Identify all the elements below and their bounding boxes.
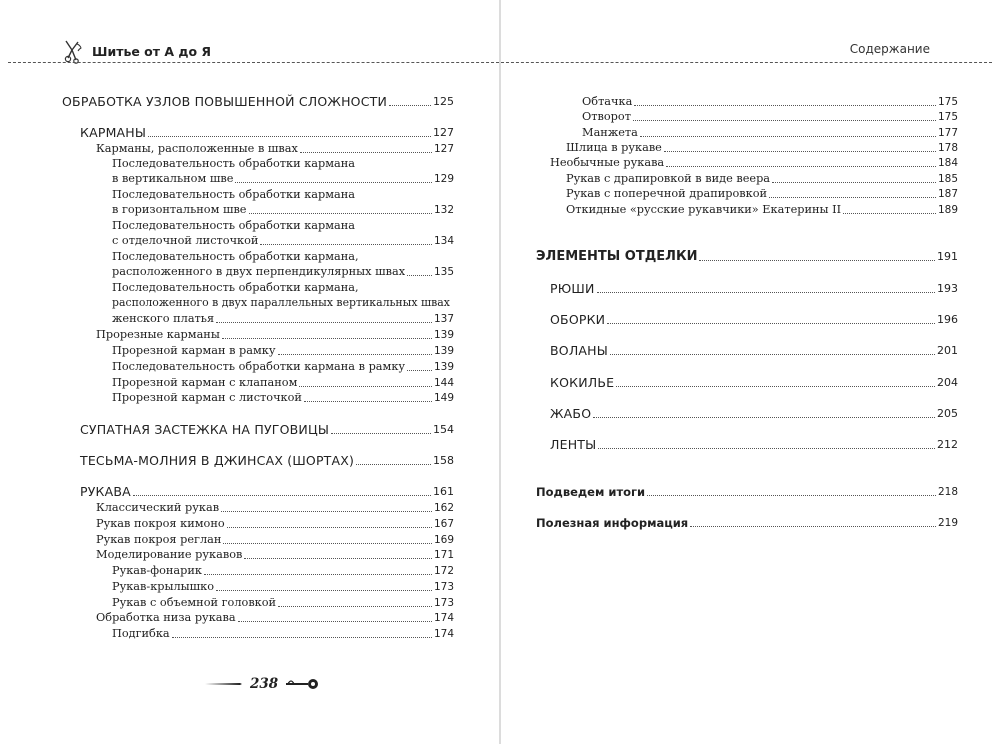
scissors-tailor-icon [62, 38, 84, 64]
toc-entry: Прорезные карманы 139 [96, 328, 454, 341]
toc-entry: ЛЕНТЫ 212 [550, 437, 958, 452]
toc-entry: Шлица в рукаве 178 [566, 141, 958, 154]
running-header-right: Содержание [849, 42, 930, 56]
left-page [0, 0, 499, 744]
toc-entry: Рукав с поперечной драпировкой 187 [566, 187, 958, 200]
toc-entry: Отворот 175 [582, 110, 958, 123]
toc-entry: ЭЛЕМЕНТЫ ОТДЕЛКИ 191 [536, 249, 958, 264]
toc-entry: Рукав-крылышко 173 [112, 580, 454, 593]
book-title: Шитье от А до Я [92, 43, 212, 59]
toc-entry: Прорезной карман с клапаном 144 [112, 376, 454, 389]
page-number-footer [204, 676, 320, 692]
toc-entry: Рукав покроя реглан 169 [96, 533, 454, 546]
page-number: 238 [250, 676, 279, 692]
toc-entry: Прорезной карман в рамку 139 [112, 344, 454, 357]
needle-icon [204, 679, 244, 689]
toc-entry: Моделирование рукавов 171 [96, 548, 454, 561]
toc-entry: расположенного в двух перпендикулярных швах 135 [112, 265, 454, 278]
toc-entry: Манжета 177 [582, 126, 958, 139]
running-header-left [62, 38, 211, 64]
toc-entry: КАРМАНЫ 127 [80, 125, 454, 140]
toc-entry-line: Последовательность обработки кармана [112, 157, 356, 170]
thread-spool-icon [284, 677, 320, 691]
header-divider [8, 62, 499, 63]
toc-entry: Прорезной карман с листочкой 149 [112, 391, 454, 404]
toc-entry: РЮШИ 193 [550, 281, 958, 296]
toc-entry: женского платья 137 [112, 312, 454, 325]
toc-entry: ОБРАБОТКА УЗЛОВ ПОВЫШЕННОЙ СЛОЖНОСТИ 125 [62, 94, 454, 109]
toc-entry: Подведем итоги 218 [536, 485, 958, 499]
toc-entry: Обтачка 175 [582, 95, 958, 108]
toc-entry: ВОЛАНЫ 201 [550, 343, 958, 358]
toc-entry: Рукав покроя кимоно 167 [96, 517, 454, 530]
toc-entry: Обработка низа рукава 174 [96, 611, 454, 624]
toc-entry: Классический рукав 162 [96, 501, 454, 514]
toc-entry: ТЕСЬМА-МОЛНИЯ В ДЖИНСАХ (ШОРТАХ) 158 [80, 453, 454, 468]
toc-entry: Рукав с драпировкой в виде веера 185 [566, 172, 958, 185]
header-divider [501, 62, 992, 63]
toc-entry-line: Последовательность обработки кармана [112, 219, 356, 232]
toc-entry: РУКАВА 161 [80, 484, 454, 499]
toc-entry: КОКИЛЬЕ 204 [550, 375, 958, 390]
toc-entry: с отделочной листочкой 134 [112, 234, 454, 247]
toc-entry-line: Последовательность обработки кармана, [112, 250, 359, 263]
toc-entry-line: Последовательность обработки кармана [112, 188, 356, 201]
toc-entry: Последовательность обработки кармана в рамку 139 [112, 360, 454, 373]
toc-entry: ЖАБО 205 [550, 406, 958, 421]
toc-entry: Необычные рукава 184 [550, 156, 958, 169]
toc-entry: Рукав-фонарик 172 [112, 564, 454, 577]
toc-entry: Рукав с объемной головкой 173 [112, 596, 454, 609]
toc-entry: Откидные «русские рукавчики» Екатерины II 189 [566, 203, 958, 216]
toc-entry: в горизонтальном шве 132 [112, 203, 454, 216]
toc-entry: ОБОРКИ 196 [550, 312, 958, 327]
toc-entry: Полезная информация 219 [536, 516, 958, 530]
toc-entry-line: расположенного в двух параллельных вертикальных швах [112, 296, 450, 309]
toc-entry: в вертикальном шве 129 [112, 172, 454, 185]
toc-entry: СУПАТНАЯ ЗАСТЕЖКА НА ПУГОВИЦЫ 154 [80, 422, 454, 437]
toc-entry: Карманы, расположенные в швах 127 [96, 142, 454, 155]
toc-entry-line: Последовательность обработки кармана, [112, 281, 359, 294]
right-page [501, 0, 1000, 744]
toc-entry: Подгибка 174 [112, 627, 454, 640]
